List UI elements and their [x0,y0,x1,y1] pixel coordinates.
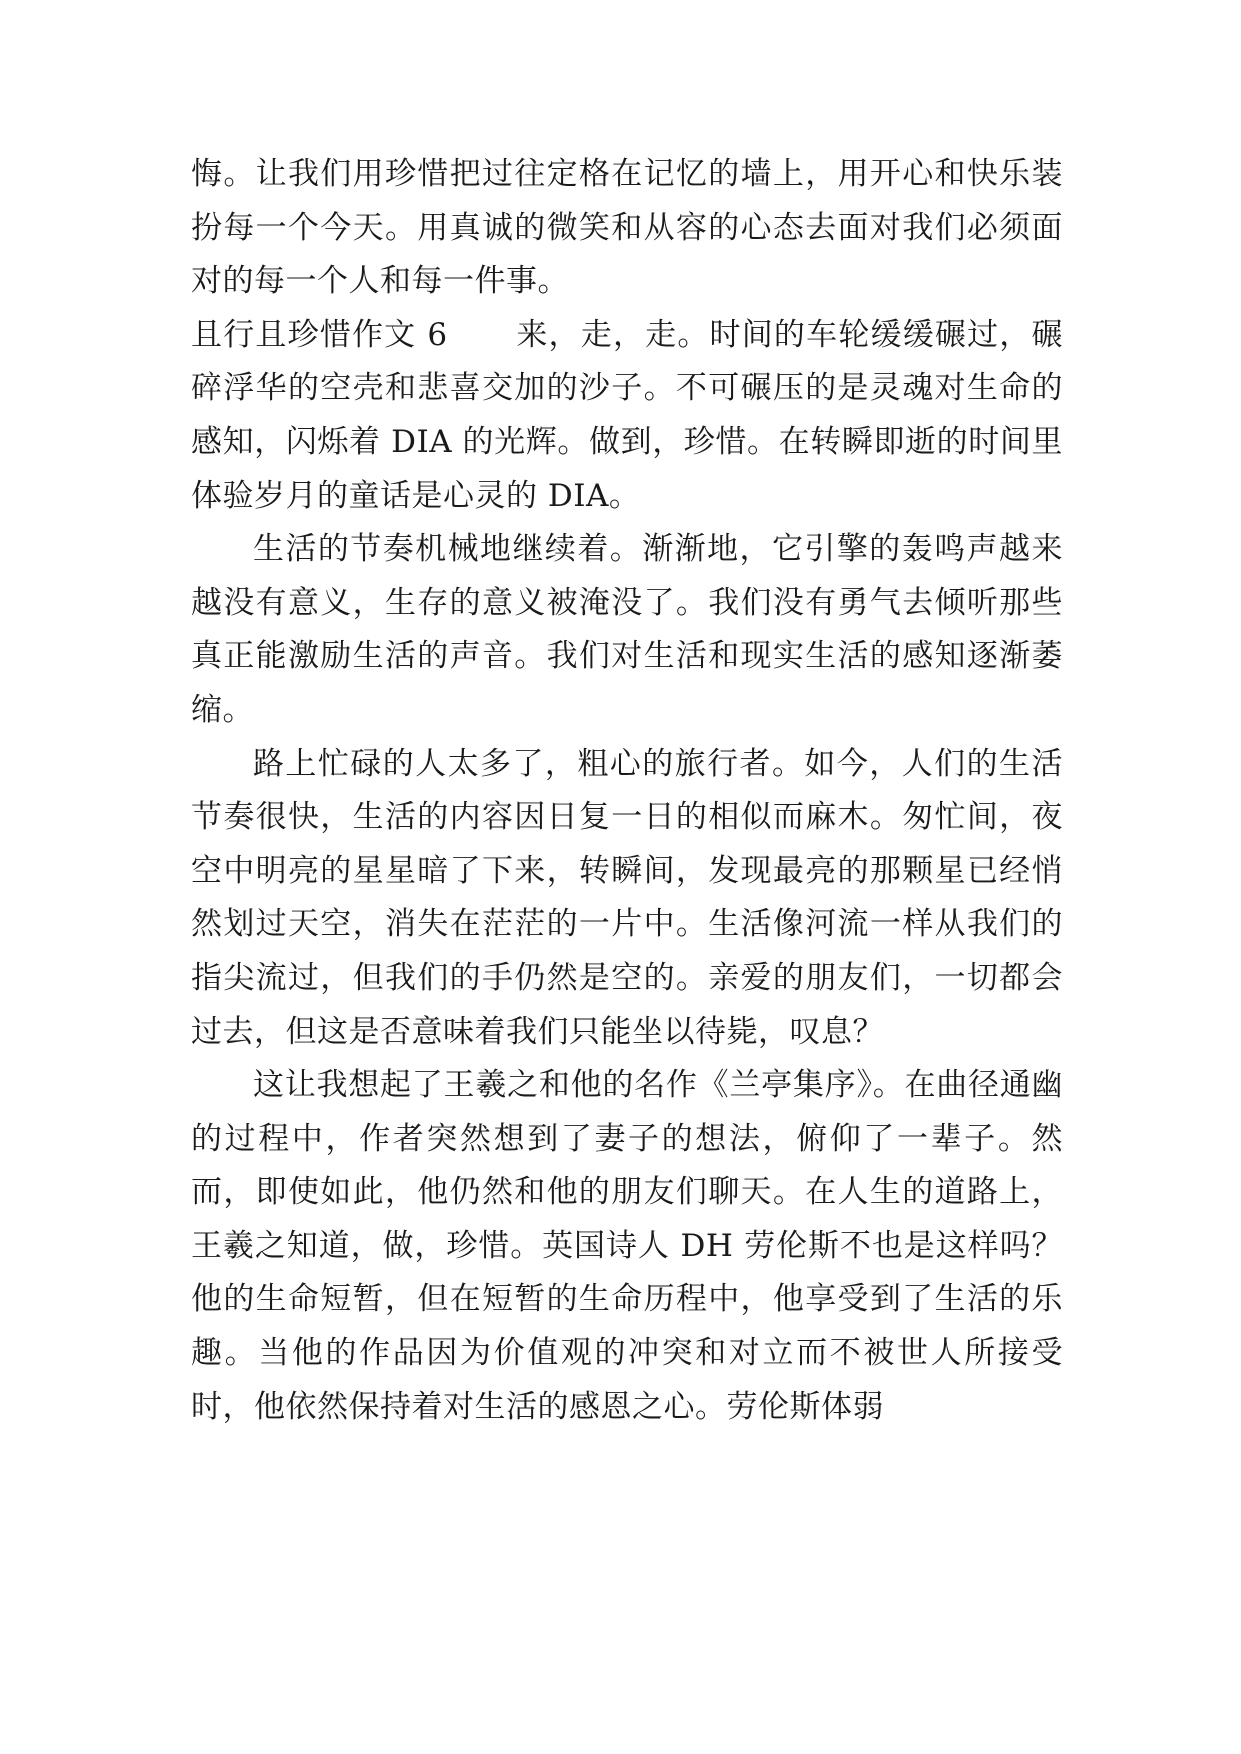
body-paragraph: 生活的节奏机械地继续着。渐渐地，它引擎的轰鸣声越来越没有意义，生存的意义被淹没了。我们没有勇气去倾听那些真正能激励生活的声音。我们对生活和现实生活的感知逐渐萎缩。 [191,531,1063,728]
continuation-paragraph: 悔。让我们用珍惜把过往定格在记忆的墙上，用开心和快乐装扮每一个今天。用真诚的微笑和从容的心态去面对我们必须面对的每一个人和每一件事。 [191,156,1063,300]
body-paragraph: 路上忙碌的人太多了，粗心的旅行者。如今，人们的生活节奏很快，生活的内容因日复一日的相似而麻木。匆忙间，夜空中明亮的星星暗了下来，转瞬间，发现最亮的那颗星已经悄然划过天空，消失在茫茫的一片中。生活像河流一样从我们的指尖流过，但我们的手仍然是空的。亲爱的朋友们，一切都会过去，但这是否意味着我们只能坐以待毙，叹息？ [191,745,1063,1050]
section-first-paragraph [191,309,1063,523]
body-paragraph: 这让我想起了王羲之和他的名作《兰亭集序》。在曲径通幽的过程中，作者突然想到了妻子的想法，俯仰了一辈子。然而，即使如此，他仍然和他的朋友们聊天。在人生的道路上，王羲之知道，做，珍惜。英国诗人 DH 劳伦斯不也是这样吗？他的生命短暂，但在短暂的生命历程中，他享受到了生活的乐趣。当他的作品因为价值观的冲突和对立而不被世人所接受时，他依然保持着对生活的感恩之心。劳伦斯体弱 [191,1067,1063,1425]
section-lead-text: 来，走，走。时间的车轮缓缓碾过，碾碎浮华的空壳和悲喜交加的沙子。不可碾压的是灵魂对生命的感知，闪烁着 DIA 的光辉。做到，珍惜。在转瞬即逝的时间里体验岁月的童话是心灵的 DIA。 [191,316,1064,514]
document-page [191,148,1063,1434]
section-title: 且行且珍惜作文 6 [191,316,448,353]
